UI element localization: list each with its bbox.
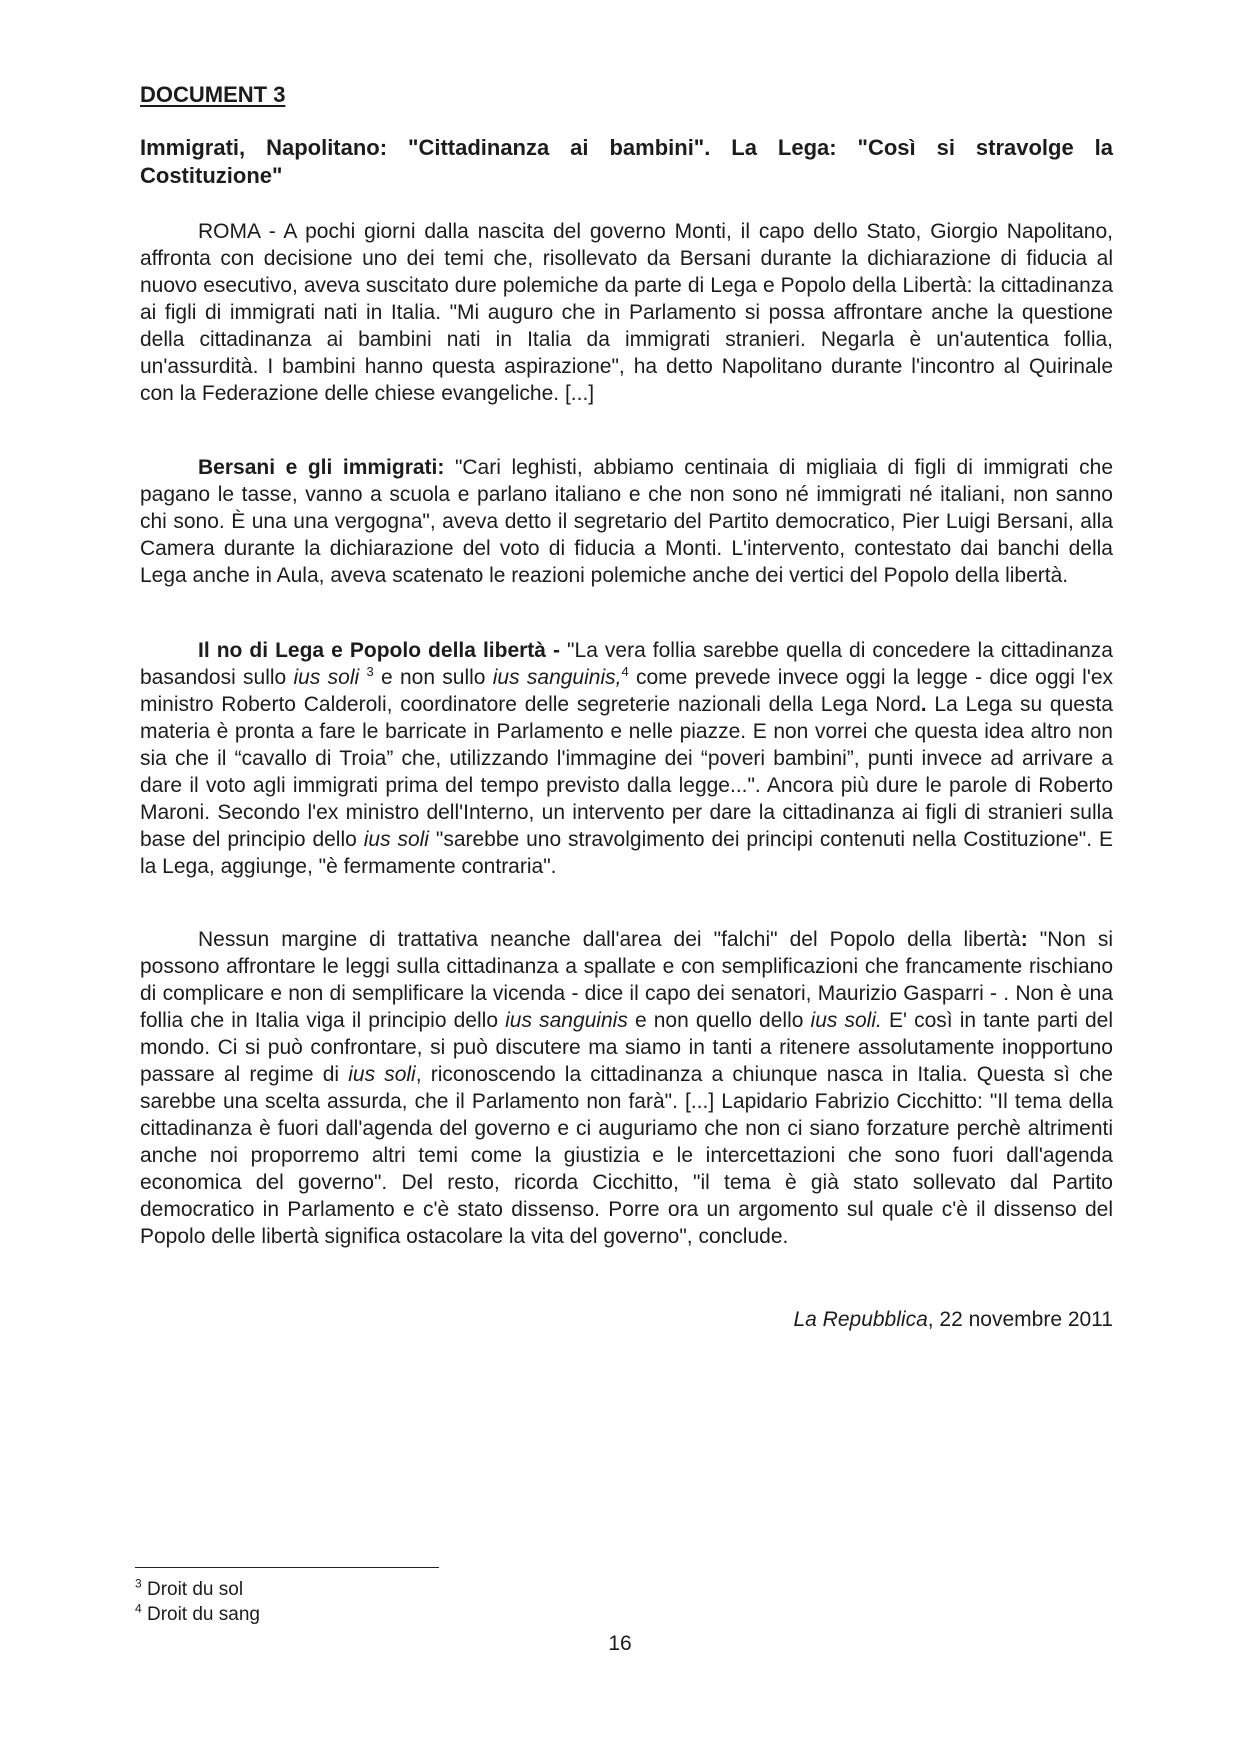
paragraph-falchi-text-4: E' così in tante parti del mondo. Ci si può confrontare, si può discutere ma siamo in tanti a ritenere assolutamente inopportuno passare al regime di bbox=[140, 1009, 1114, 1086]
paragraph-falchi-text-1: Nessun margine di trattativa neanche dall'area dei "falchi" del Popolo della libertà bbox=[198, 928, 1021, 951]
paragraph-falchi-bold-colon: : bbox=[1020, 928, 1028, 951]
paragraph-bersani bbox=[140, 454, 1113, 589]
paragraph-lega-text-5: "sarebbe uno stravolgimento dei principi contenuti nella Costituzione". E la Lega, aggiunge, "è fermamente contraria". bbox=[140, 828, 1113, 878]
paragraph-bersani-lead: Bersani e gli immigrati: bbox=[198, 456, 445, 479]
source-date: , 22 novembre 2011 bbox=[927, 1308, 1113, 1331]
term-ius-sanguinis: ius sanguinis, bbox=[492, 666, 622, 689]
paragraph-lega-text-4: La Lega su questa materia è pronta a fare le barricate in Parlamento e nelle piazze. E non vorrei che questa idea altro non sia che il “cavallo di Troia” che, utilizzando l'immagine dei “poveri bambini”, punti invece ad arrivare a dare il voto agli immigrati prima del tempo previsto dalla legge...". Ancora più dure le parole di Roberto Maroni. Secondo l'ex ministro dell'Interno, un intervento per dare la cittadinanza ai figli di stranieri sulla base del principio dello bbox=[140, 693, 1113, 851]
paragraph-lega-bold-dot: . bbox=[920, 693, 927, 716]
paragraph-lega-text-2: e non sullo bbox=[373, 666, 493, 689]
footnote-3-text: Droit du sol bbox=[141, 1579, 244, 1600]
footnote-4-mark: 4 bbox=[135, 1601, 142, 1616]
paragraph-bersani-text: "Cari leghisti, abbiamo centinaia di migliaia di figli di immigrati che pagano le tasse, vanno a scuola e parlano italiano e che non sono né immigrati né italiani, non sanno chi sono. È una una vergogna", aveva detto il segretario del Partito democratico, Pier Luigi Bersani, alla Camera durante la dichiarazione del voto di fiducia a Monti. L'intervento, contestato dai banchi della Lega anche in Aula, aveva scatenato le reazioni polemiche anche dei vertici del Popolo della libertà. bbox=[140, 456, 1113, 587]
footnote-divider bbox=[135, 1567, 439, 1568]
paragraph-falchi-text-3: e non quello dello bbox=[627, 1009, 811, 1032]
paragraph-lega-lead: Il no di Lega e Popolo della libertà - bbox=[198, 639, 561, 662]
paragraph-lega bbox=[140, 637, 1113, 880]
term-ius-soli-2: ius soli bbox=[363, 828, 429, 851]
article-headline: Immigrati, Napolitano: "Cittadinanza ai bambini". La Lega: "Così si stravolge la Costituzione" bbox=[140, 135, 1113, 188]
paragraph-falchi-text-2: "Non si possono affrontare le leggi sulla cittadinanza a spallate e con semplificazioni che francamente rischiano di complicare e non di semplificare la vicenda - dice il capo dei senatori, Maurizio Gasparri - . Non è una follia che in Italia viga il principio dello bbox=[140, 928, 1113, 1032]
source-publication: La Repubblica bbox=[793, 1308, 928, 1331]
term-ius-sanguinis-2: ius sanguinis bbox=[505, 1009, 628, 1032]
document-label: DOCUMENT 3 bbox=[140, 82, 286, 107]
paragraph-intro-text: ROMA - A pochi giorni dalla nascita del governo Monti, il capo dello Stato, Giorgio Napolitano, affronta con decisione uno dei temi che, risollevato da Bersani durante la dichiarazione di fiducia al nuovo esecutivo, aveva suscitato dure polemiche da parte di Lega e Popolo della Libertà: la cittadinanza ai figli di immigrati nati in Italia. "Mi auguro che in Parlamento si possa affrontare anche la questione della cittadinanza ai bambini nati in Italia da immigrati stranieri. Negarla è un'autentica follia, un'assurdità. I bambini hanno questa aspirazione", ha detto Napolitano durante l'incontro al Quirinale con la Federazione delle chiese evangeliche. [...] bbox=[140, 220, 1113, 405]
footnote-ref-4: 4 bbox=[621, 664, 629, 679]
footnote-ref-3: 3 bbox=[366, 664, 374, 679]
footnote-4-text: Droit du sang bbox=[141, 1604, 260, 1625]
footnote-3-mark: 3 bbox=[135, 1576, 142, 1591]
page-number: 16 bbox=[608, 1632, 632, 1655]
paragraph-intro bbox=[140, 218, 1113, 407]
paragraph-falchi-text-5: , riconoscendo la cittadinanza a chiunque nasca in Italia. Questa sì che sarebbe una scelta assurda, che il Parlamento non farà". [...] Lapidario Fabrizio Cicchitto: "Il tema della cittadinanza è fuori dall'agenda del governo e ci auguriamo che non ci siano forzature perchè altrimenti anche noi proporremo altri temi come la giustizia e le intercettazioni che sono fuori dall'agenda economica del governo". Del resto, ricorda Cicchitto, "il tema è già stato sollevato dal Partito democratico in Parlamento e c'è stato dissenso. Porre ora un argomento sul quale c'è il dissenso del Popolo delle libertà significa ostacolare la vita del governo", conclude. bbox=[140, 1063, 1113, 1248]
term-ius-soli-3: ius soli. bbox=[810, 1009, 882, 1032]
term-ius-soli-4: ius soli bbox=[348, 1063, 416, 1086]
paragraph-lega-text-3: come prevede invece oggi la legge - dice oggi l'ex ministro Roberto Calderoli, coordinatore delle segreterie nazionali della Lega Nord bbox=[140, 666, 1114, 716]
paragraph-falchi bbox=[140, 926, 1113, 1250]
paragraph-lega-text-1: "La vera follia sarebbe quella di concedere la cittadinanza basandosi sullo bbox=[140, 639, 1113, 689]
term-ius-soli: ius soli bbox=[293, 666, 360, 689]
footnote-4 bbox=[135, 1603, 260, 1627]
article-source bbox=[793, 1306, 1113, 1333]
footnote-3 bbox=[135, 1578, 243, 1602]
